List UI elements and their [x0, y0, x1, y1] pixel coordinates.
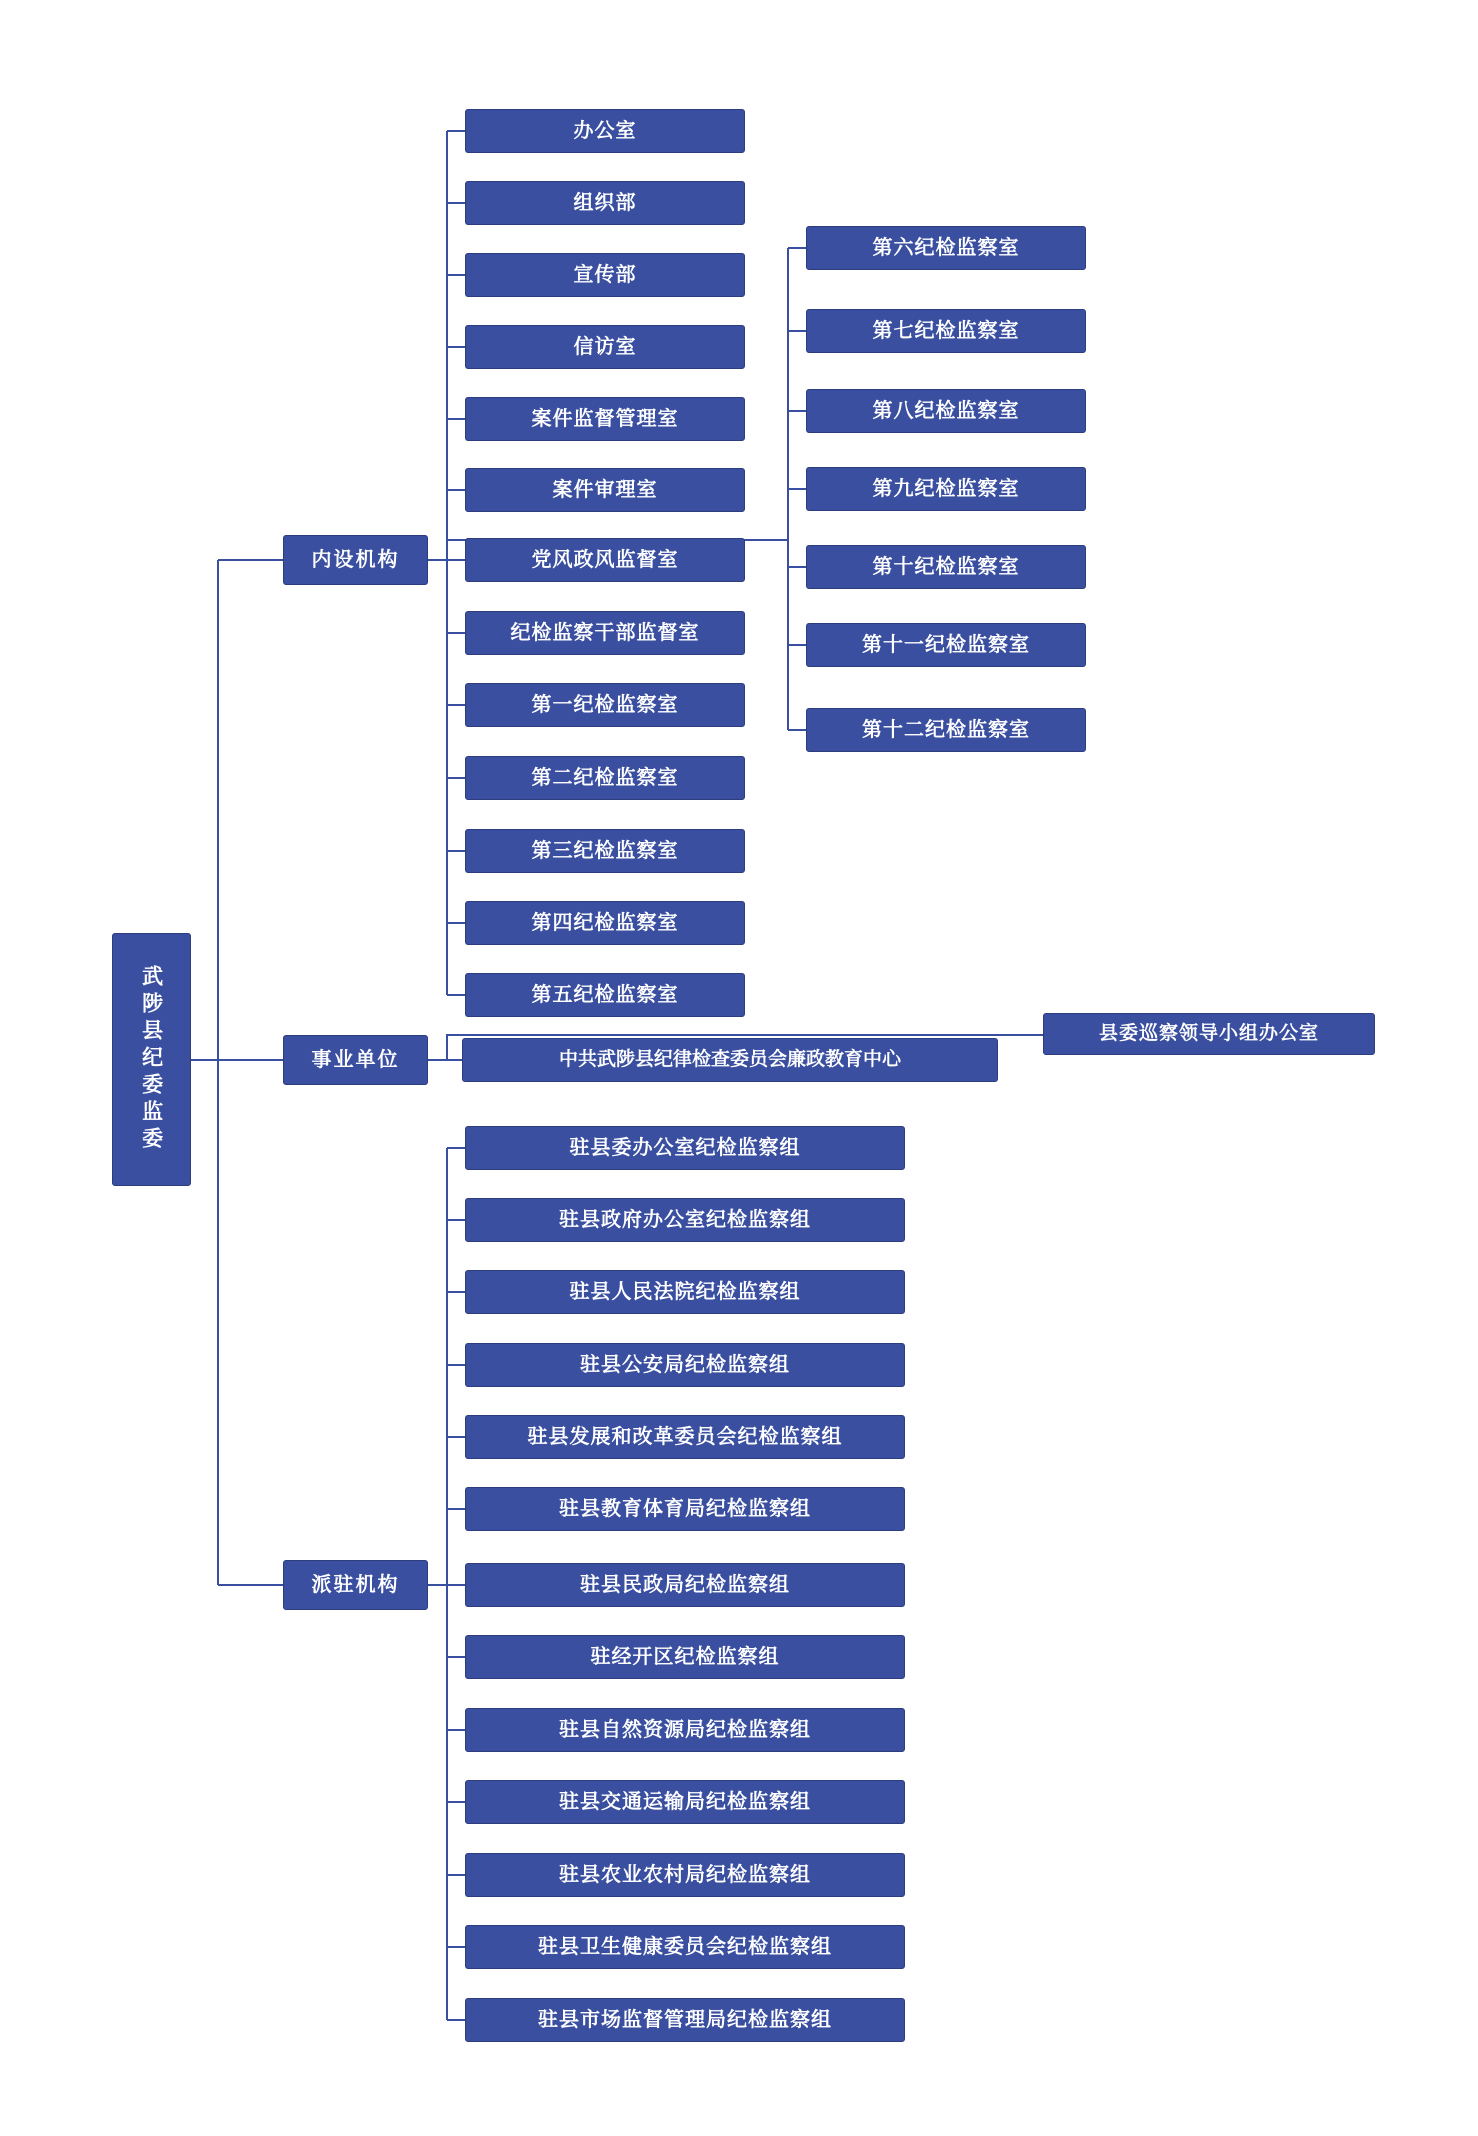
internal-unit[interactable]: 第一纪检监察室 [465, 683, 745, 727]
internal-unit-right[interactable]: 第八纪检监察室 [806, 389, 1086, 433]
internal-unit[interactable]: 办公室 [465, 109, 745, 153]
dispatched-unit[interactable]: 驻县人民法院纪检监察组 [465, 1270, 905, 1314]
internal-unit[interactable]: 纪检监察干部监督室 [465, 611, 745, 655]
dispatched-unit[interactable]: 驻县民政局纪检监察组 [465, 1563, 905, 1607]
internal-unit-right[interactable]: 第六纪检监察室 [806, 226, 1086, 270]
internal-unit[interactable]: 第四纪检监察室 [465, 901, 745, 945]
dispatched-unit[interactable]: 驻县公安局纪检监察组 [465, 1343, 905, 1387]
dispatched-unit[interactable]: 驻县发展和改革委员会纪检监察组 [465, 1415, 905, 1459]
internal-unit[interactable]: 第五纪检监察室 [465, 973, 745, 1017]
internal-unit-right[interactable]: 第十二纪检监察室 [806, 708, 1086, 752]
category-institution[interactable]: 事业单位 [283, 1035, 428, 1085]
dispatched-unit[interactable]: 驻县委办公室纪检监察组 [465, 1126, 905, 1170]
root-node[interactable]: 武陟县纪委监委 [112, 933, 191, 1186]
dispatched-unit[interactable]: 驻县交通运输局纪检监察组 [465, 1780, 905, 1824]
internal-unit-right[interactable]: 第十纪检监察室 [806, 545, 1086, 589]
internal-unit[interactable]: 案件审理室 [465, 468, 745, 512]
dispatched-unit[interactable]: 驻县自然资源局纪检监察组 [465, 1708, 905, 1752]
dispatched-unit[interactable]: 驻县教育体育局纪检监察组 [465, 1487, 905, 1531]
dispatched-unit[interactable]: 驻县农业农村局纪检监察组 [465, 1853, 905, 1897]
internal-unit[interactable]: 信访室 [465, 325, 745, 369]
internal-unit[interactable]: 党风政风监督室 [465, 538, 745, 582]
patrol-office-node[interactable]: 县委巡察领导小组办公室 [1043, 1013, 1375, 1055]
dispatched-unit[interactable]: 驻县政府办公室纪检监察组 [465, 1198, 905, 1242]
dispatched-unit[interactable]: 驻县卫生健康委员会纪检监察组 [465, 1925, 905, 1969]
dispatched-unit[interactable]: 驻经开区纪检监察组 [465, 1635, 905, 1679]
internal-unit[interactable]: 组织部 [465, 181, 745, 225]
internal-unit[interactable]: 宣传部 [465, 253, 745, 297]
internal-unit-right[interactable]: 第九纪检监察室 [806, 467, 1086, 511]
internal-unit[interactable]: 第三纪检监察室 [465, 829, 745, 873]
institution-unit[interactable]: 中共武陟县纪律检查委员会廉政教育中心 [462, 1038, 998, 1082]
internal-unit[interactable]: 案件监督管理室 [465, 397, 745, 441]
dispatched-unit[interactable]: 驻县市场监督管理局纪检监察组 [465, 1998, 905, 2042]
category-dispatched[interactable]: 派驻机构 [283, 1560, 428, 1610]
internal-unit-right[interactable]: 第十一纪检监察室 [806, 623, 1086, 667]
internal-unit-right[interactable]: 第七纪检监察室 [806, 309, 1086, 353]
category-internal[interactable]: 内设机构 [283, 535, 428, 585]
internal-unit[interactable]: 第二纪检监察室 [465, 756, 745, 800]
